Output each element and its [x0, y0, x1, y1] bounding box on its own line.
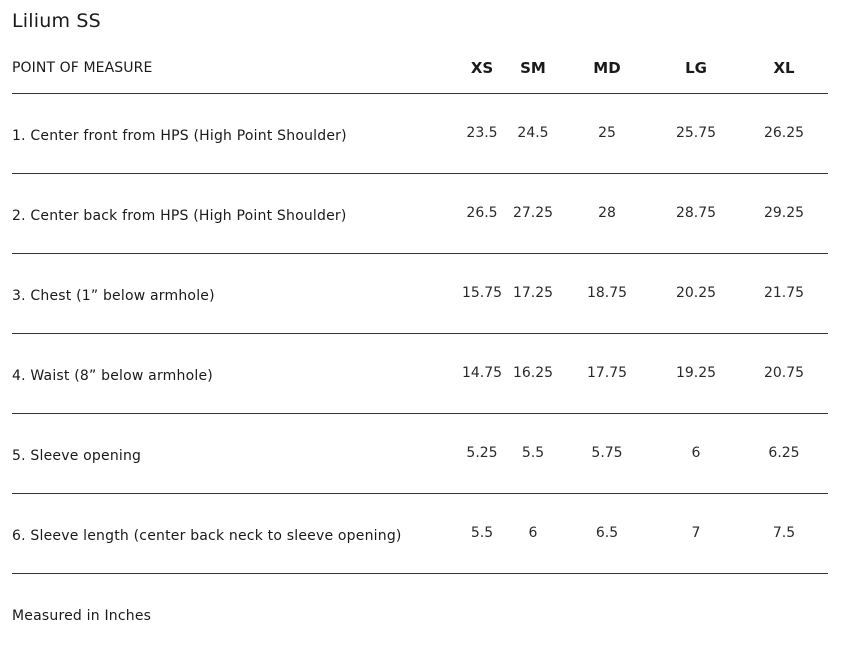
value-sm: 27.25: [512, 205, 554, 221]
value-sm: 16.25: [512, 365, 554, 381]
table-row: [12, 366, 828, 386]
value-xs: 23.5: [466, 125, 498, 141]
value-xs: 14.75: [461, 365, 503, 381]
value-xl: 29.25: [763, 205, 805, 221]
measure-label: 3. Chest (1” below armhole): [12, 288, 215, 304]
value-xl: 21.75: [763, 285, 805, 301]
value-xl: 26.25: [763, 125, 805, 141]
measure-label: 2. Center back from HPS (High Point Shoulder): [12, 208, 347, 224]
value-xl: 7.5: [772, 525, 796, 541]
value-lg: 6: [691, 445, 701, 461]
value-lg: 19.25: [675, 365, 717, 381]
value-lg: 20.25: [675, 285, 717, 301]
value-md: 5.75: [591, 445, 623, 461]
table-row: [12, 526, 828, 546]
row-divider: [12, 573, 828, 574]
header-divider: [12, 93, 828, 94]
table-header: [12, 58, 828, 78]
units-footnote: Measured in Inches: [12, 608, 152, 624]
value-md: 6.5: [595, 525, 619, 541]
size-header-xl: XL: [773, 59, 795, 77]
row-divider: [12, 413, 828, 414]
size-header-xs: XS: [470, 59, 494, 77]
value-xl: 6.25: [768, 445, 800, 461]
table-row: [12, 206, 828, 226]
value-sm: 24.5: [517, 125, 549, 141]
page-title: Lilium SS: [12, 10, 101, 32]
value-xs: 5.25: [466, 445, 498, 461]
size-header-sm: SM: [520, 59, 546, 77]
measure-label: 6. Sleeve length (center back neck to sleeve opening): [12, 528, 402, 544]
value-md: 18.75: [586, 285, 628, 301]
point-of-measure-header: POINT OF MEASURE: [12, 60, 153, 76]
table-row: [12, 446, 828, 466]
row-divider: [12, 253, 828, 254]
value-md: 25: [598, 125, 616, 141]
value-sm: 17.25: [512, 285, 554, 301]
row-divider: [12, 333, 828, 334]
measure-label: 5. Sleeve opening: [12, 448, 142, 464]
size-header-md: MD: [593, 59, 621, 77]
value-xs: 26.5: [466, 205, 498, 221]
measure-label: 1. Center front from HPS (High Point Shoulder): [12, 128, 347, 144]
value-xs: 5.5: [470, 525, 494, 541]
size-header-lg: LG: [685, 59, 707, 77]
value-lg: 25.75: [675, 125, 717, 141]
value-xs: 15.75: [461, 285, 503, 301]
table-row: [12, 286, 828, 306]
value-lg: 7: [691, 525, 701, 541]
row-divider: [12, 493, 828, 494]
value-md: 17.75: [586, 365, 628, 381]
measure-label: 4. Waist (8” below armhole): [12, 368, 213, 384]
row-divider: [12, 173, 828, 174]
value-xl: 20.75: [763, 365, 805, 381]
value-md: 28: [598, 205, 616, 221]
value-sm: 5.5: [521, 445, 545, 461]
table-row: [12, 126, 828, 146]
value-sm: 6: [528, 525, 538, 541]
value-lg: 28.75: [675, 205, 717, 221]
